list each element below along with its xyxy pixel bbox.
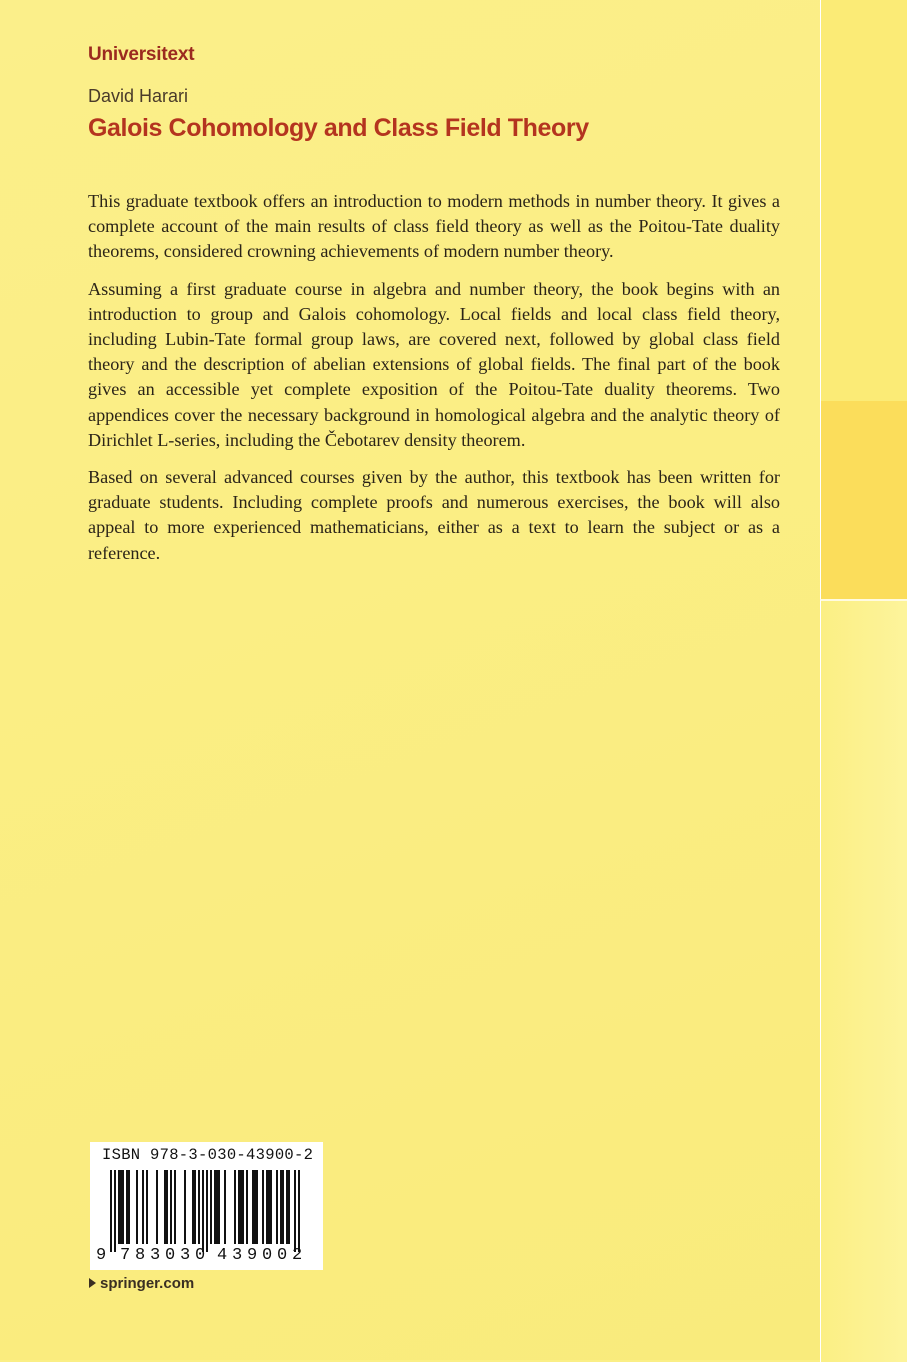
barcode-bar (192, 1170, 194, 1244)
spine-stripe-top (820, 0, 907, 401)
barcode-bar (120, 1170, 122, 1244)
barcode-bar (268, 1170, 270, 1244)
series-name: Universitext (88, 44, 195, 65)
barcode-bar (166, 1170, 168, 1244)
barcode-bar (202, 1170, 204, 1252)
ean-digit: 7 (120, 1246, 131, 1265)
barcode-bar (214, 1170, 216, 1244)
publisher-website[interactable] (89, 1275, 194, 1292)
ean-digit: 2 (292, 1246, 303, 1265)
ean-digit: 9 (247, 1246, 258, 1265)
ean-digit: 9 (96, 1246, 107, 1265)
barcode-bar (206, 1170, 208, 1252)
barcode-bar (246, 1170, 248, 1244)
website-text: springer.com (100, 1275, 195, 1292)
barcode-bar (298, 1170, 300, 1252)
barcode-bar (128, 1170, 130, 1244)
barcode-bar (256, 1170, 258, 1244)
author-name: David Harari (88, 86, 189, 106)
ean-digit: 4 (217, 1246, 228, 1265)
barcode-bar (156, 1170, 158, 1244)
ean-digit: 0 (277, 1246, 288, 1265)
isbn-barcode (90, 1142, 323, 1270)
arrow-right-icon (89, 1278, 96, 1288)
blurb-paragraph-3: Based on several advanced courses given by the author, this textbook has been written for graduate students. Including complete proofs and numerous exercises, the book will also appeal to more experienced mathematicians, either as a text to learn the subject or as a reference. (88, 467, 780, 563)
barcode-bar (242, 1170, 244, 1244)
blurb-paragraph-1: This graduate textbook offers an introduction to modern methods in number theory. It gives a complete account of the main results of class field theory as well as the Poitou-Tate duality theorems, considered crowning achievements of modern number theory. (88, 191, 780, 262)
barcode-bar (198, 1170, 200, 1244)
blurb (88, 189, 780, 578)
barcode-bar (114, 1170, 116, 1252)
ean-digit: 0 (195, 1246, 206, 1265)
barcode-bar (270, 1170, 272, 1244)
blurb-paragraph-2: Assuming a first graduate course in algebra and number theory, the book begins with an introduction to group and Galois cohomology. Local fields and local class field theory, including Lubin-Tate formal group laws, are covered next, followed by global class field theory and the description of abelian extensions of global fields. The final part of the book gives an accessible yet complete exposition of the Poitou-Tate duality theorems. Two appendices cover the necessary background in homological algebra and the analytic theory of Dirichlet L-series, including the Čebotarev density theorem. (88, 278, 780, 450)
barcode-bar (288, 1170, 290, 1244)
barcode-bar (126, 1170, 128, 1244)
barcode-bar (238, 1170, 240, 1244)
ean-digit: 0 (262, 1246, 273, 1265)
book-title: Galois Cohomology and Class Field Theory (88, 114, 589, 142)
barcode-bar (282, 1170, 284, 1244)
barcode-bar (276, 1170, 278, 1244)
barcode-bar (234, 1170, 236, 1244)
barcode-bar (218, 1170, 220, 1244)
spine-stripe-middle (820, 401, 907, 599)
barcode-bar (110, 1170, 112, 1252)
barcode-bars (110, 1170, 306, 1252)
barcode-bar (280, 1170, 282, 1244)
ean-digit: 3 (150, 1246, 161, 1265)
barcode-bar (122, 1170, 124, 1244)
barcode-bar (164, 1170, 166, 1244)
barcode-bar (294, 1170, 296, 1252)
barcode-bar (252, 1170, 254, 1244)
barcode-bar (146, 1170, 148, 1244)
ean-digit: 0 (165, 1246, 176, 1265)
barcode-bar (118, 1170, 120, 1244)
barcode-bar (224, 1170, 226, 1244)
spine-stripe-bottom (820, 599, 907, 1362)
ean-digit: 3 (180, 1246, 191, 1265)
barcode-bar (136, 1170, 138, 1244)
barcode-bar (184, 1170, 186, 1244)
barcode-bar (142, 1170, 144, 1244)
barcode-bar (254, 1170, 256, 1244)
ean-digit: 8 (135, 1246, 146, 1265)
barcode-bar (170, 1170, 172, 1244)
barcode-bar (266, 1170, 268, 1244)
barcode-bar (262, 1170, 264, 1244)
barcode-bar (286, 1170, 288, 1244)
barcode-bar (240, 1170, 242, 1244)
barcode-bar (194, 1170, 196, 1244)
isbn-label: ISBN 978-3-030-43900-2 (102, 1146, 314, 1164)
barcode-bar (174, 1170, 176, 1244)
barcode-bar (210, 1170, 212, 1244)
ean-digit: 3 (232, 1246, 243, 1265)
barcode-bar (216, 1170, 218, 1244)
